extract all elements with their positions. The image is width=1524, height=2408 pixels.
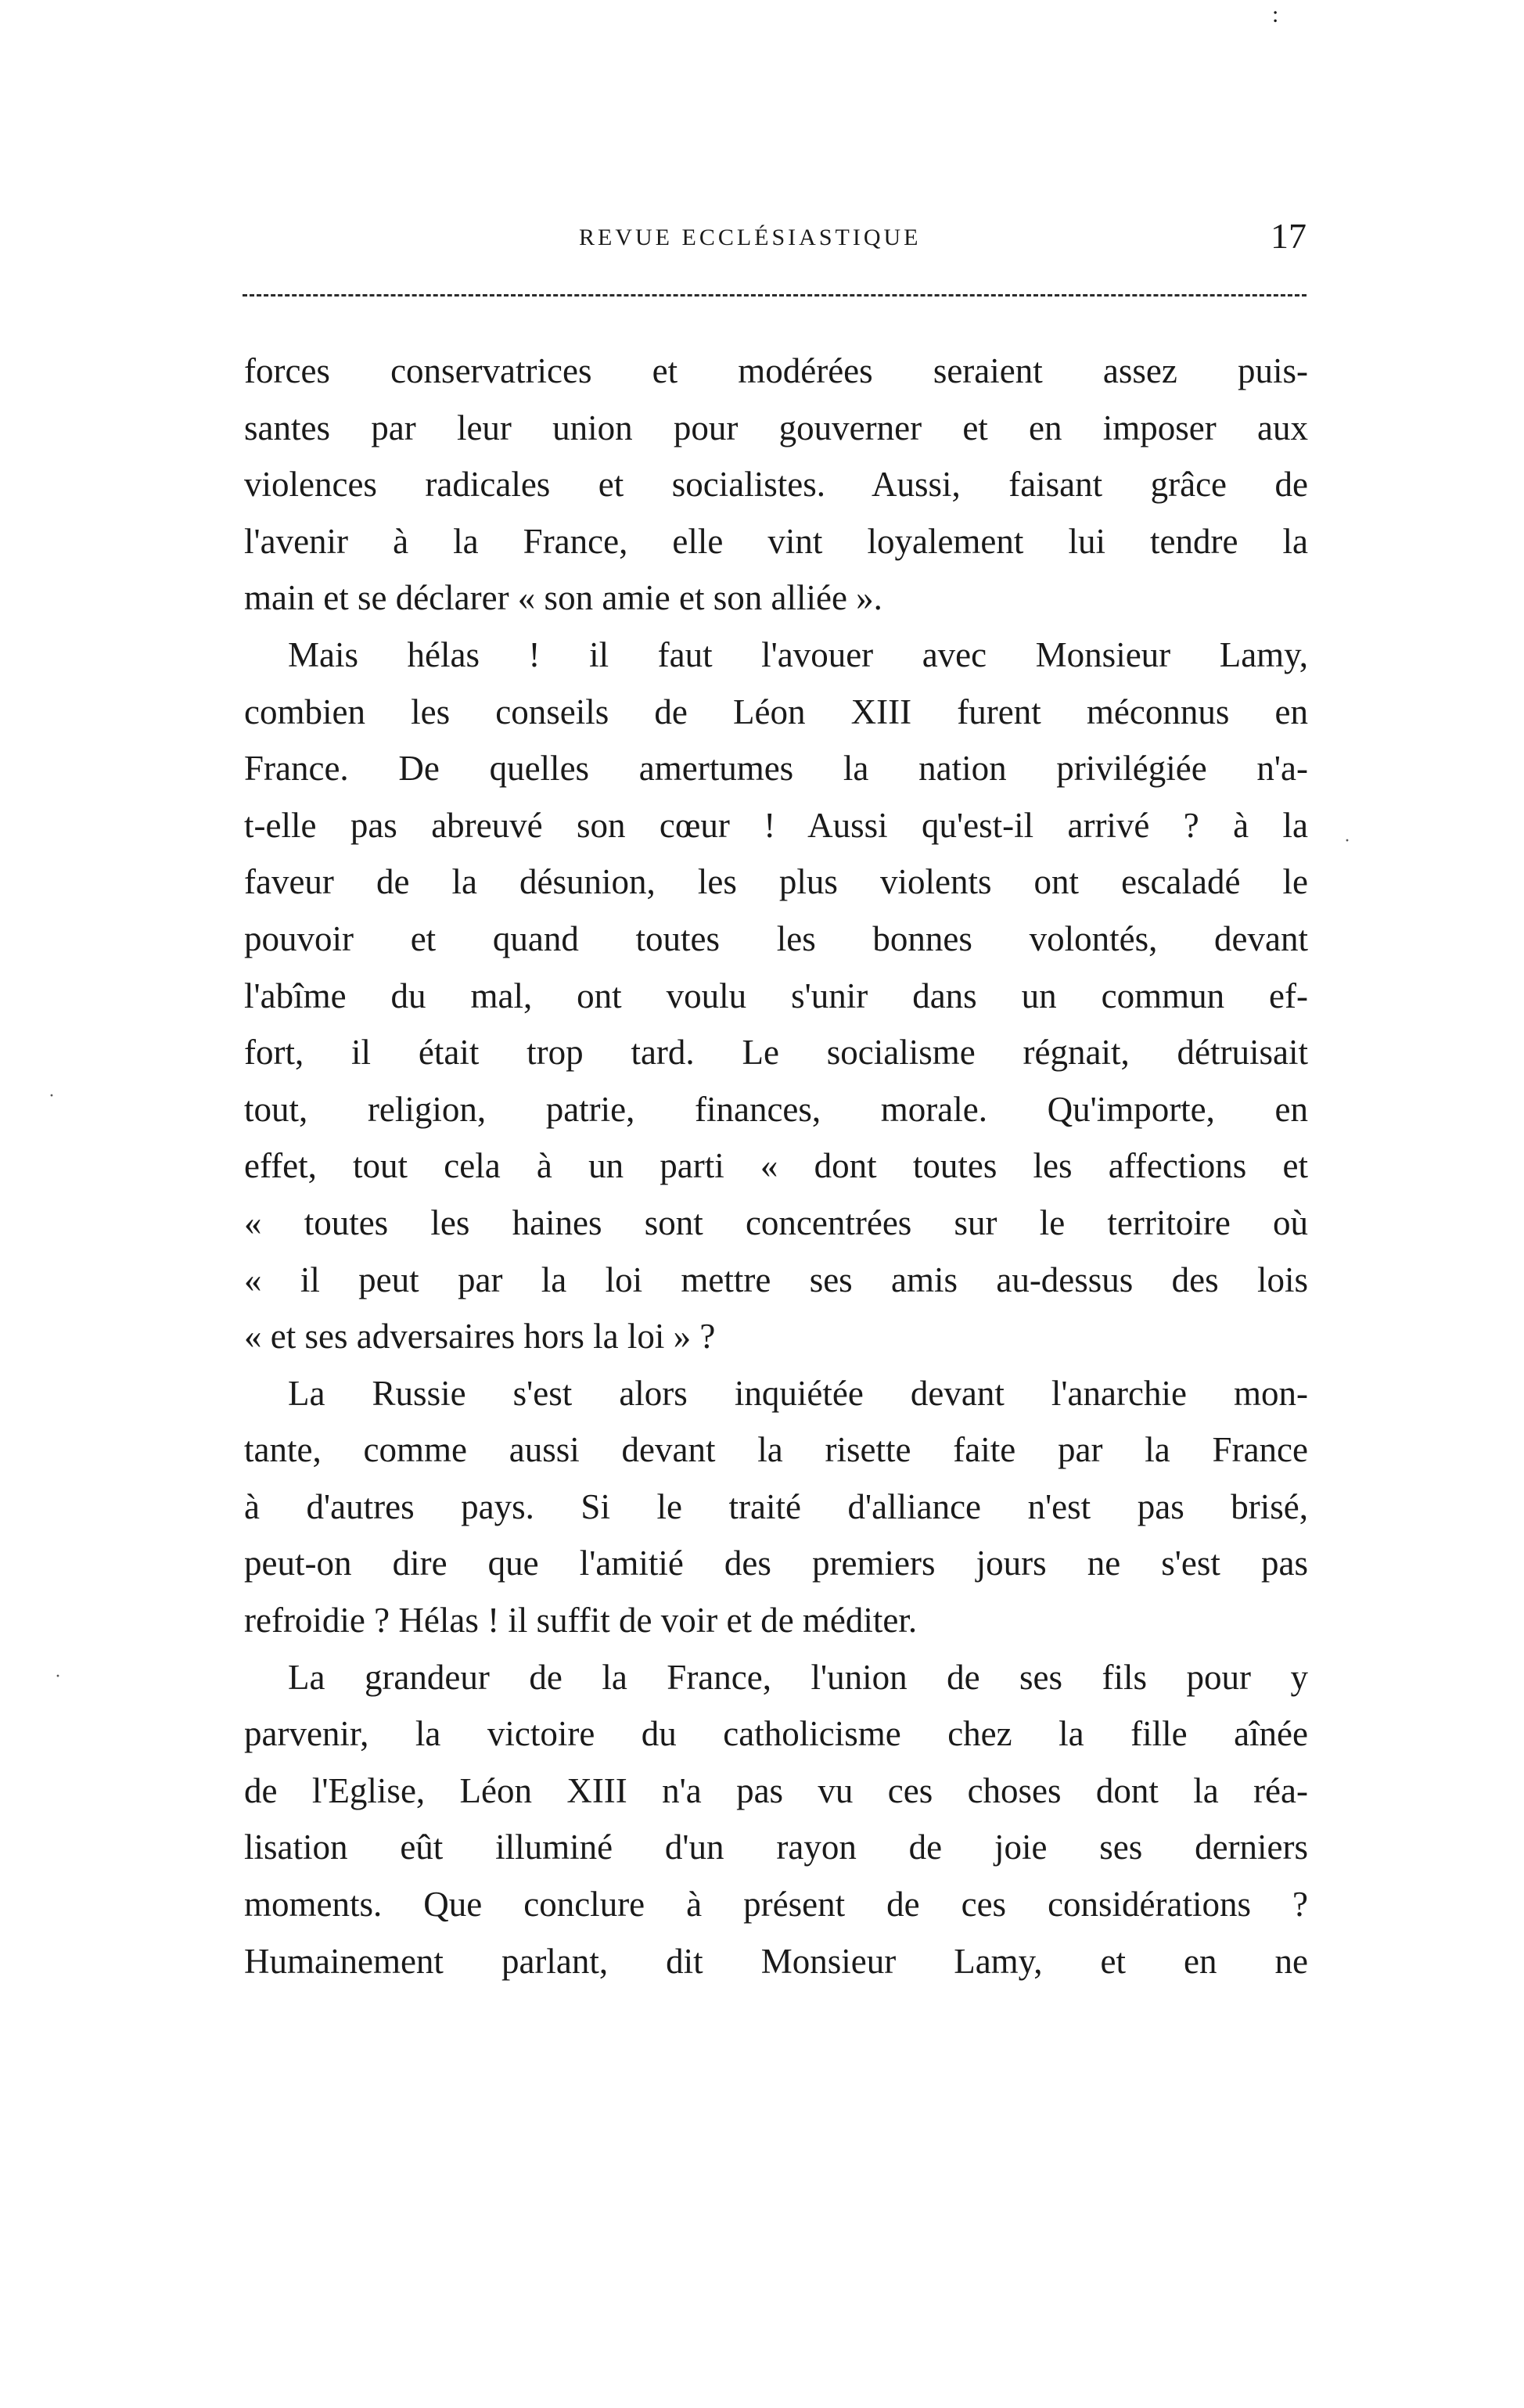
text-line: moments. Que conclure à présent de ces considérations ? xyxy=(244,1885,1308,1925)
text-line: parvenir, la victoire du catholicisme chez la fille aînée xyxy=(244,1714,1308,1754)
text-line: violences radicales et socialistes. Aussi, faisant grâce de xyxy=(244,465,1308,505)
text-line: refroidie ? Hélas ! il suffit de voir et de méditer. xyxy=(244,1601,918,1641)
text-line: Mais hélas ! il faut l'avouer avec Monsieur Lamy, xyxy=(288,634,1308,674)
text-line: l'abîme du mal, ont voulu s'unir dans un commun ef- xyxy=(244,976,1308,1015)
text-line: Humainement parlant, dit Monsieur Lamy, et en ne xyxy=(244,1941,1308,1981)
text-line: faveur de la désunion, les plus violents ont escaladé le xyxy=(244,862,1308,902)
text-line: combien les conseils de Léon XIII furent méconnus en xyxy=(244,692,1308,731)
text-line: « toutes les haines sont concentrées sur le territoire où xyxy=(244,1202,1308,1242)
header-rule xyxy=(243,294,1307,297)
text-line: forces conservatrices et modérées seraient assez puis- xyxy=(244,351,1308,390)
running-title: REVUE ECCLÉSIASTIQUE xyxy=(579,225,922,250)
text-line: main et se déclarer « son amie et son alliée ». xyxy=(244,578,882,618)
text-line: tout, religion, patrie, finances, morale. Qu'importe, en xyxy=(244,1089,1308,1129)
corner-marks: : xyxy=(1272,2,1279,27)
page-number: 17 xyxy=(1271,216,1307,256)
text-line: effet, tout cela à un parti « dont toutes les affections et xyxy=(244,1146,1308,1186)
body-text xyxy=(244,343,1308,1989)
text-line: t-elle pas abreuvé son cœur ! Aussi qu'est-il arrivé ? à la xyxy=(244,805,1308,845)
print-speck: · xyxy=(49,1086,55,1106)
page-header xyxy=(243,207,1338,278)
text-line: de l'Eglise, Léon XIII n'a pas vu ces choses dont la réa- xyxy=(244,1770,1308,1810)
print-speck: · xyxy=(1344,831,1350,851)
print-speck: · xyxy=(55,1666,61,1687)
text-line: La Russie s'est alors inquiétée devant l'anarchie mon- xyxy=(288,1373,1308,1413)
text-line: France. De quelles amertumes la nation privilégiée n'a- xyxy=(244,749,1308,789)
text-line: l'avenir à la France, elle vint loyalement lui tendre la xyxy=(244,521,1308,561)
text-line: peut-on dire que l'amitié des premiers jours ne s'est pas xyxy=(244,1544,1308,1583)
text-line: « il peut par la loi mettre ses amis au-dessus des lois xyxy=(244,1260,1308,1299)
text-line: pouvoir et quand toutes les bonnes volontés, devant xyxy=(244,918,1308,958)
text-line: « et ses adversaires hors la loi » ? xyxy=(244,1317,716,1357)
text-line: santes par leur union pour gouverner et en imposer aux xyxy=(244,408,1308,447)
text-line: lisation eût illuminé d'un rayon de joie ses derniers xyxy=(244,1828,1308,1867)
text-line: tante, comme aussi devant la risette faite par la France xyxy=(244,1430,1308,1470)
text-line: La grandeur de la France, l'union de ses fils pour y xyxy=(288,1657,1308,1697)
text-line: fort, il était trop tard. Le socialisme régnait, détruisait xyxy=(244,1033,1308,1073)
text-line: à d'autres pays. Si le traité d'alliance n'est pas brisé, xyxy=(244,1486,1308,1526)
